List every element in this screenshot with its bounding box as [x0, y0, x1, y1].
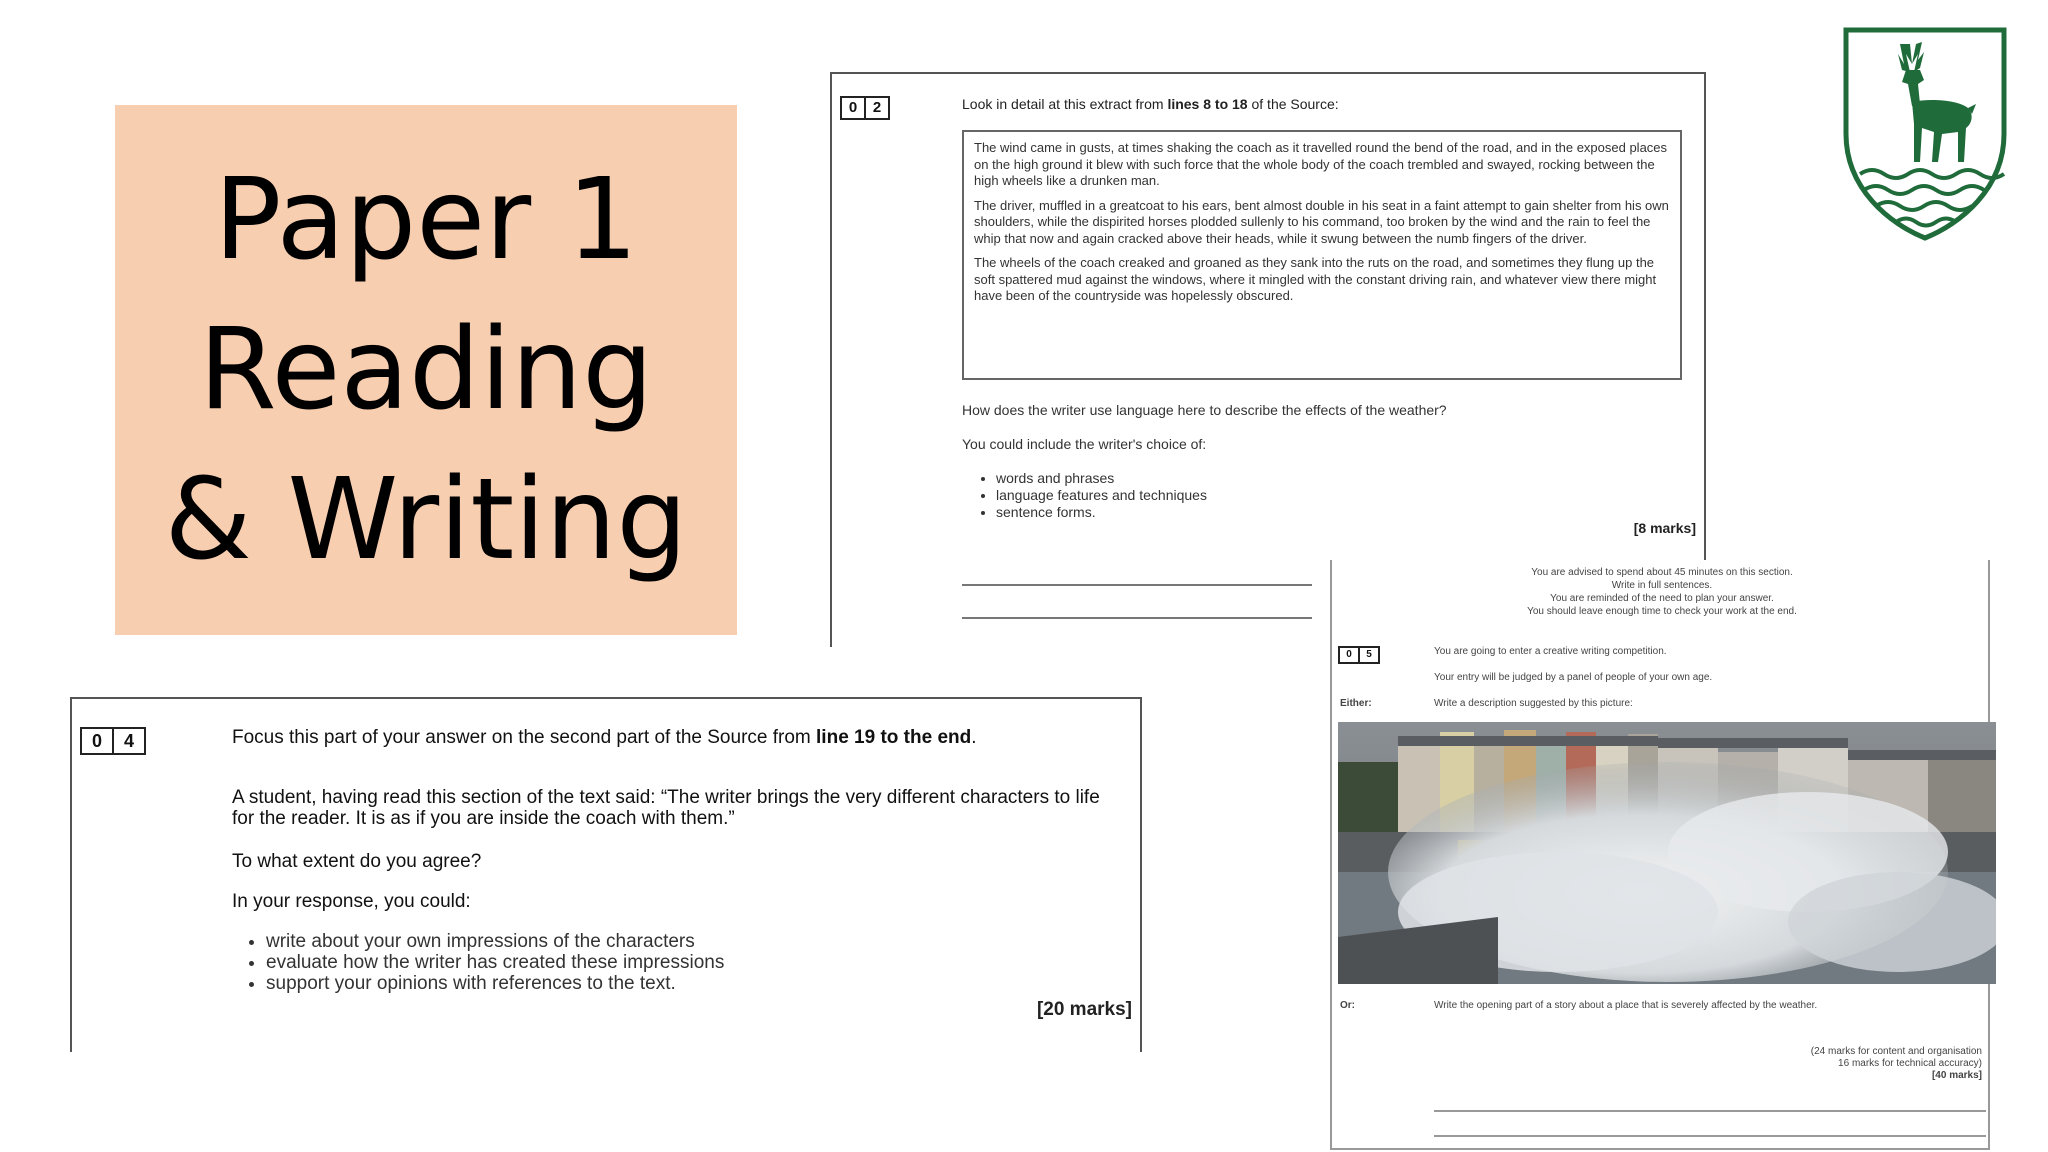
list-item: • language features and techniques	[996, 487, 1207, 504]
list-item: • words and phrases	[996, 470, 1207, 487]
question-04-card	[70, 697, 1142, 1052]
question-focus	[232, 727, 1112, 748]
instruction-text: Look in detail at this extract from	[962, 96, 1168, 112]
marks-total: [40 marks]	[1931, 1070, 1982, 1081]
either-text: Write a description suggested by this picture:	[1434, 698, 1633, 709]
answer-line	[1434, 1135, 1986, 1137]
question-number	[1338, 646, 1380, 664]
advice-line: Write in full sentences.	[1611, 580, 1713, 591]
question-digit: 4	[123, 731, 134, 751]
extract-paragraph: The driver, muffled in a greatcoat to his ears, bent almost double in his seat in a faint attempt to gain shelter from his own shoulders, while the dispirited horses plodded sullenly to his command, too broken by the wind and the rain to feel the whip that now and again cracked above their heads, while it swung between the numb fingers of the driver.	[974, 197, 1669, 246]
question-intro: You are going to enter a creative writing competition.	[1434, 646, 1667, 657]
or-text: Write the opening part of a story about a place that is severely affected by the weather.	[1434, 1000, 1818, 1011]
bullet-list	[232, 931, 724, 994]
title-line-1: Paper 1	[213, 155, 639, 285]
question-05-card	[1330, 560, 1990, 1150]
marks-breakdown	[1811, 1046, 1982, 1082]
stag-crest-icon	[1840, 24, 2010, 244]
question-judged: Your entry will be judged by a panel of people of your own age.	[1434, 672, 1713, 683]
advice-line: You are reminded of the need to plan your answer.	[1550, 593, 1774, 604]
marks-content: (24 marks for content and organisation	[1810, 1046, 1982, 1057]
either-label: Either:	[1340, 698, 1372, 709]
question-text: To what extent do you agree?	[232, 851, 482, 872]
focus-text: .	[971, 727, 977, 748]
marks-label: [8 marks]	[1633, 520, 1696, 536]
question-instruction	[962, 96, 1339, 112]
section-advice	[1332, 566, 1992, 618]
question-prompt: In your response, you could:	[232, 891, 471, 912]
question-digit: 5	[1366, 649, 1372, 660]
instruction-lines: lines 8 to 18	[1167, 96, 1248, 112]
title-line-2: Reading	[198, 305, 654, 435]
marks-label: [20 marks]	[1036, 999, 1132, 1020]
list-item: • support your opinions with references to the text.	[266, 973, 724, 994]
student-quote: A student, having read this section of the text said: “The writer brings the very different characters to life for the reader. It is as if you are inside the coach with them.”	[232, 787, 1100, 829]
or-label: Or:	[1340, 1000, 1355, 1011]
list-item: • write about your own impressions of the characters	[266, 931, 724, 952]
marks-technical: 16 marks for technical accuracy)	[1838, 1058, 1982, 1069]
bullet-list	[962, 470, 1207, 521]
question-text: How does the writer use language here to describe the effects of the weather?	[962, 402, 1447, 418]
advice-line: You are advised to spend about 45 minutes on this section.	[1531, 567, 1793, 578]
question-number	[840, 96, 890, 120]
list-item: • evaluate how the writer has created these impressions	[266, 952, 724, 973]
question-digit: 2	[872, 99, 882, 116]
question-digit: 0	[82, 729, 114, 753]
extract-paragraph: The wind came in gusts, at times shaking the coach as it travelled round the bend of the road, and in the exposed places on the high ground it blew with such force that the whole body of the coach trembled and swayed, rocking between the high wheels like a drunken man.	[974, 140, 1668, 188]
list-item: • sentence forms.	[996, 504, 1207, 521]
focus-lines: line 19 to the end	[816, 727, 972, 748]
advice-line: You should leave enough time to check your work at the end.	[1527, 606, 1797, 617]
question-prompt: You could include the writer's choice of:	[962, 436, 1207, 452]
storm-photo	[1338, 722, 1996, 984]
question-number	[80, 727, 146, 755]
question-digit: 0	[842, 98, 866, 118]
title-line-3: & Writing	[164, 455, 688, 585]
source-extract	[962, 130, 1682, 380]
focus-text: Focus this part of your answer on the second part of the Source from	[232, 727, 817, 748]
answer-line	[1434, 1110, 1986, 1112]
instruction-text: of the Source:	[1247, 96, 1339, 112]
question-digit: 0	[1340, 648, 1360, 662]
title-box	[115, 105, 737, 635]
extract-paragraph: The wheels of the coach creaked and groaned as they sank into the ruts on the road, and sometimes they flung up the soft spattered mud against the windows, where it mingled with the constant driving rain, and whatever view there might have been of the countryside was hopelessly obscured.	[974, 255, 1657, 303]
answer-line	[962, 584, 1312, 586]
answer-line	[962, 617, 1312, 619]
